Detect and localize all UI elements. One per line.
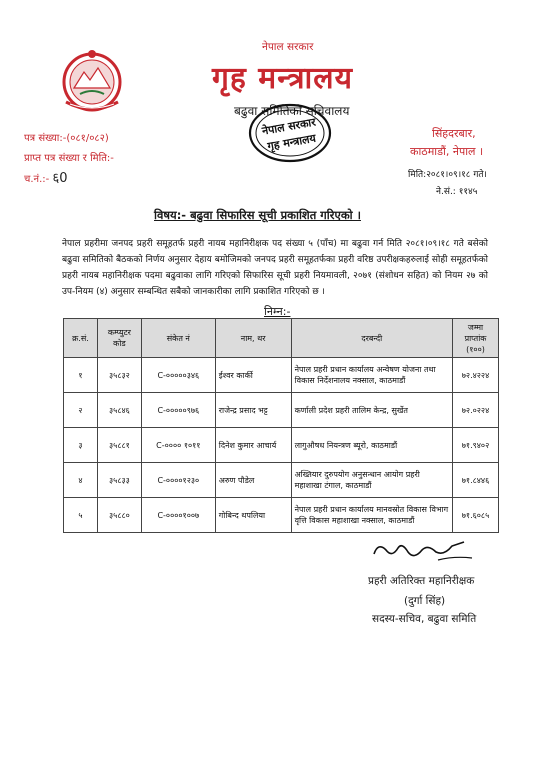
signature-mark	[368, 534, 478, 566]
column-header: जम्मा प्राप्तांक (१००)	[453, 319, 499, 358]
computer-code-cell: ३५८८०	[97, 498, 141, 533]
computer-code-cell: ३५८८१	[97, 428, 141, 463]
secretariat-label: बढुवा समितिको सचिवालय	[234, 104, 350, 118]
posting-cell: कर्णाली प्रदेश प्रहरी तालिम केन्द्र, सुर्खेत	[291, 393, 452, 428]
official-stamp	[246, 100, 334, 166]
letter-body: नेपाल प्रहरीमा जनपद प्रहरी समूहतर्फ प्रहरी नायब महानिरीक्षक पद संख्या ५ (पाँच) मा बढुवा गर्न मिति २०८१।०९।१८ गते बसेको बढुवा समितिको बैठकको निर्णय अनुसार देहाय बमोजिमको जनपद प्रहरी समूहतर्फका प्रहरी वरिष्ठ उपरीक्षकहरुलाई सोही समूहतर्फको प्रहरी नायब महानिरीक्षक पदमा बढुवाका लागि गरिएको सिफारिस सूची प्रहरी नियमावली, २०७१ (संशोधन सहित) को नियम २७ को उप-नियम (४) अनुसार सम्बन्धित सबैको जानकारीका लागि प्रकाशित गरिएको छ ।	[62, 239, 488, 297]
office-city: काठमाडौं, नेपाल ।	[410, 145, 484, 158]
posting-cell: नेपाल प्रहरी प्रधान कार्यालय अन्वेषण योजना तथा विकास निर्देशनालय नक्साल, काठमाडौं	[291, 358, 452, 393]
table-row	[64, 463, 499, 498]
serial-cell: १	[64, 358, 98, 393]
name-cell: गोबिन्द थपलिया	[215, 498, 291, 533]
score-cell: ७२.४२२४	[453, 358, 499, 393]
symbol-number-cell: C-००००१००७	[141, 498, 215, 533]
signatory-role: सदस्य-सचिव, बढुवा समिति	[372, 613, 477, 625]
symbol-number-cell: C-०००००३४६	[141, 358, 215, 393]
letter-number: पत्र संख्या:-(०८१/०८२)	[24, 133, 109, 144]
column-header: नाम, थर	[215, 319, 291, 358]
serial-cell: ५	[64, 498, 98, 533]
score-cell: ७१.८४४६	[453, 463, 499, 498]
serial-cell: ३	[64, 428, 98, 463]
serial-cell: ४	[64, 463, 98, 498]
column-header: कम्प्युटर कोड	[97, 319, 141, 358]
posting-cell: नेपाल प्रहरी प्रधान कार्यालय मानवस्रोत विकास विभाग वृत्ति विकास महाशाखा नक्साल, काठमाडौं	[291, 498, 452, 533]
score-cell: ७१.६०८५	[453, 498, 499, 533]
signatory-title: प्रहरी अतिरिक्त महानिरीक्षक	[368, 575, 475, 587]
letter-date: मिति:२०८१।०९।१८ गते।	[408, 170, 487, 180]
score-cell: ७२.०२२४	[453, 393, 499, 428]
name-cell: अरुण पौडेल	[215, 463, 291, 498]
computer-code-cell: ३५८३२	[97, 358, 141, 393]
name-cell: ईश्वर कार्की	[215, 358, 291, 393]
dispatch-number-value: ६0	[52, 171, 68, 186]
score-cell: ७१.९४०२	[453, 428, 499, 463]
stamp-line-2: गृह मन्त्रालय	[266, 131, 317, 153]
recommendation-table	[63, 318, 499, 533]
table-row	[64, 428, 499, 463]
column-header: संकेत नं	[141, 319, 215, 358]
table-row	[64, 393, 499, 428]
name-cell: दिनेश कुमार आचार्य	[215, 428, 291, 463]
name-cell: राजेन्द्र प्रसाद भट्ट	[215, 393, 291, 428]
table-row	[64, 358, 499, 393]
symbol-number-cell: C-०००० १०११	[141, 428, 215, 463]
government-label: नेपाल सरकार	[262, 41, 314, 53]
posting-cell: लागुऔषध नियन्त्रण ब्यूरो, काठमाडौं	[291, 428, 452, 463]
received-letter-info: प्राप्त पत्र संख्या र मिति:-	[24, 153, 114, 164]
nepal-emblem-icon	[52, 44, 132, 114]
posting-cell: अख्तियार दुरुपयोग अनुसन्धान आयोग प्रहरी महाशाखा टंगाल, काठमाडौं	[291, 463, 452, 498]
computer-code-cell: ३५८४६	[97, 393, 141, 428]
table-row	[64, 498, 499, 533]
signatory-name: (दुर्गा सिंह)	[404, 595, 446, 607]
table-header-row	[64, 319, 499, 358]
dispatch-number	[24, 168, 67, 186]
column-header: दरबन्दी	[291, 319, 452, 358]
serial-cell: २	[64, 393, 98, 428]
symbol-number-cell: C-००००१२३०	[141, 463, 215, 498]
column-header: क्र.सं.	[64, 319, 98, 358]
computer-code-cell: ३५८३३	[97, 463, 141, 498]
stamp-line-1: नेपाल सरकार	[261, 115, 317, 138]
ministry-title: गृह मन्त्रालय	[212, 61, 354, 96]
office-place: सिंहदरबार,	[432, 127, 476, 140]
nepal-sambat-number: ने.सं.: ११४५	[436, 187, 478, 197]
symbol-number-cell: C-०००००९७६	[141, 393, 215, 428]
letter-subject: विषय:- बढुवा सिफारिस सूची प्रकाशित गरिएको ।	[154, 208, 361, 222]
dispatch-number-label: च.नं.:-	[24, 174, 50, 185]
list-intro: निम्न:-	[264, 305, 291, 318]
